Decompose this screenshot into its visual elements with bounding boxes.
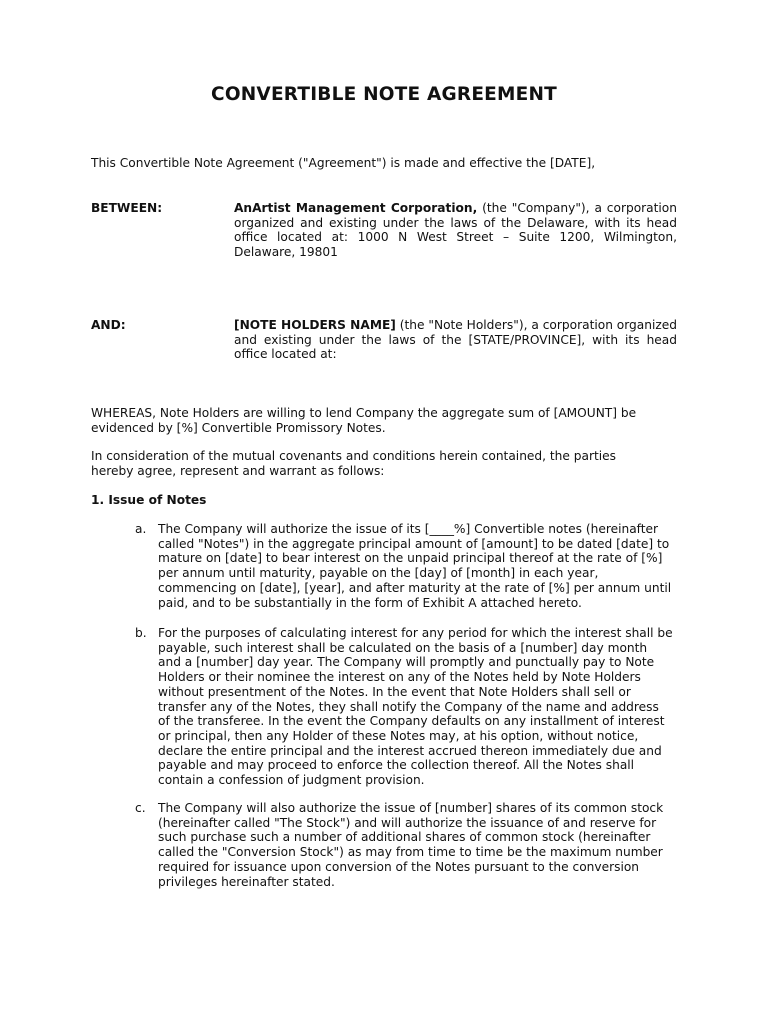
between-party-text: (the "Company"), a corporation organized and existing under the laws of the Delaware, with its head office located at: 1000 N West Street – Suite 1200, Wilmington, Delaware, 19801 — [234, 201, 677, 260]
document-title: CONVERTIBLE NOTE AGREEMENT — [211, 84, 557, 105]
consideration-text: In consideration of the mutual covenants and conditions herein contained, the parties hereby agree, represent and warrant as follows: — [91, 449, 617, 478]
list-item-text: For the purposes of calculating interest for any period for which the interest shall be payable, such interest shall be calculated on the basis of a [number] day month and a [number] day year. The Company will promptly and punctually pay to Note Holders or their nominee the interest on any of the Notes held by Note Holders without presentment of the Notes. In the event that Note Holders shall sell or transfer any of the Notes, they shall notify the Company of the name and address of the transferee. In the event the Company defaults on any installment of interest or principal, then any Holder of these Notes may, at his option, without notice, declare the entire principal and the interest accrued thereon immediately due and payable and may proceed to enforce the collection thereof. All the Notes shall contain a confession of judgment provision. — [158, 626, 673, 788]
and-label: AND: — [91, 318, 126, 332]
between-party-name: AnArtist Management Corporation, — [234, 201, 478, 215]
intro-text: This Convertible Note Agreement ("Agreement") is made and effective the [DATE], — [91, 156, 596, 170]
list-item-text: The Company will also authorize the issue of [number] shares of its common stock (hereinafter called "The Stock") and will authorize the issuance of and reserve for such purchase such a number of additional shares of common stock (hereinafter called the "Conversion Stock") as may from time to time be the maximum number required for issuance upon conversion of the Notes pursuant to the conversion privileges hereinafter stated. — [158, 801, 664, 889]
consideration-paragraph — [91, 449, 661, 478]
intro-paragraph — [91, 156, 691, 171]
between-party — [234, 201, 677, 260]
and-party-name: [NOTE HOLDERS NAME] — [234, 318, 396, 332]
list-item-marker: a. — [135, 522, 147, 536]
and-party-text: (the "Note Holders"), a corporation organized and existing under the laws of the [STATE/PROVINCE], with its head office located at: — [234, 318, 677, 362]
list-item-text: The Company will authorize the issue of its [____%] Convertible notes (hereinafter called "Notes") in the aggregate principal amount of [amount] to be dated [date] to mature on [date] to bear interest on the unpaid principal thereof at the rate of [%] per annum until maturity, payable on the [day] of [month] in each year, commencing on [date], [year], and after maturity at the rate of [%] per annum until paid, and to be substantially in the form of Exhibit A attached hereto. — [158, 522, 672, 610]
whereas-text: WHEREAS, Note Holders are willing to lend Company the aggregate sum of [AMOUNT] be evidenced by [%] Convertible Promissory Notes. — [91, 406, 637, 435]
list-item-marker: c. — [135, 801, 146, 815]
whereas-paragraph — [91, 406, 671, 435]
section-heading: 1. Issue of Notes — [91, 493, 207, 507]
list-item-marker: b. — [135, 626, 147, 640]
and-party — [234, 318, 677, 362]
between-label: BETWEEN: — [91, 201, 163, 215]
